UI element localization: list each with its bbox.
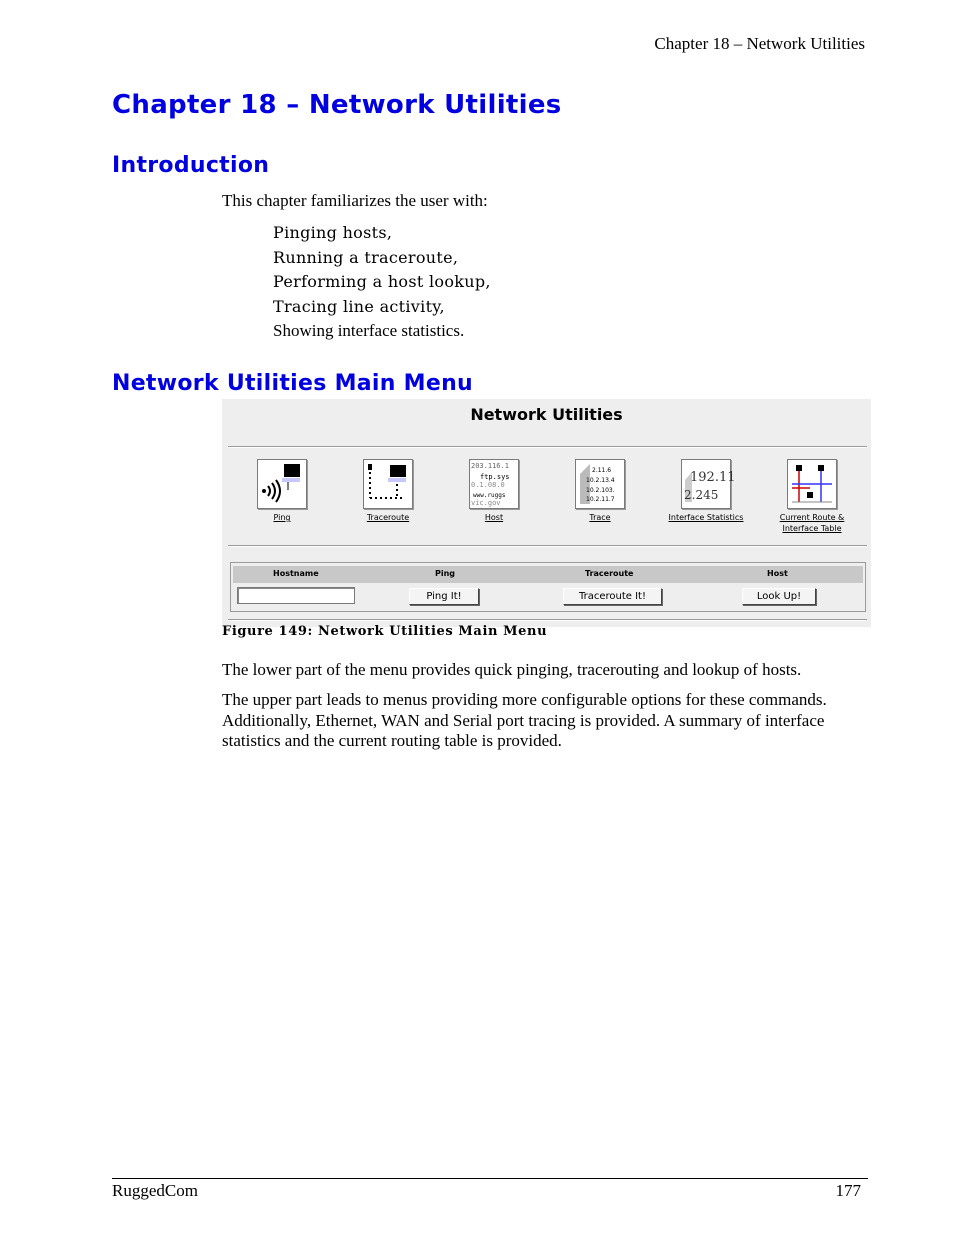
svg-text:2.11.6: 2.11.6 <box>592 467 612 474</box>
interface-statistics-tool-link[interactable] <box>656 459 756 523</box>
route-table-icon <box>787 459 837 509</box>
ping-icon <box>257 459 307 509</box>
svg-text:0.1.08.0: 0.1.08.0 <box>471 481 505 489</box>
footer-company: RuggedCom <box>112 1181 198 1200</box>
ping-link-label[interactable]: Ping <box>273 513 291 522</box>
trace-tool-link[interactable] <box>550 459 650 523</box>
screenshot-title: Network Utilities <box>470 405 623 424</box>
host-link-label[interactable]: Host <box>484 513 504 522</box>
footer-rule <box>112 1178 868 1179</box>
host-tool-link[interactable] <box>444 459 544 523</box>
traceroute-it-button[interactable]: Traceroute It! <box>563 588 662 605</box>
interface-statistics-link-label[interactable]: Interface Statistics <box>668 513 744 522</box>
hostname-input[interactable] <box>237 587 355 604</box>
divider <box>228 446 867 448</box>
form-header-row <box>233 566 863 583</box>
intro-list <box>273 221 491 344</box>
svg-text:ftp.sys: ftp.sys <box>480 473 510 481</box>
interface-statistics-icon <box>681 459 736 509</box>
look-up-button[interactable]: Look Up! <box>742 588 816 605</box>
section-heading-main-menu: Network Utilities Main Menu <box>112 371 474 396</box>
ping-it-button[interactable]: Ping It! <box>409 588 479 605</box>
body-paragraph: The upper part leads to menus providing more configurable options for these commands. Additionally, Ethernet, WAN and Serial port tracing is provided. A summary of interface statistics and the current routing table is provided. <box>222 690 827 750</box>
section-heading-introduction: Introduction <box>112 153 270 178</box>
network-utilities-screenshot <box>222 399 871 627</box>
body-paragraph: The lower part of the menu provides quick pinging, tracerouting and lookup of hosts. <box>222 660 802 679</box>
list-item: Performing a host lookup, <box>273 272 491 292</box>
ping-tool-link[interactable] <box>232 459 332 523</box>
running-header: Chapter 18 – Network Utilities <box>654 34 865 53</box>
divider <box>228 545 867 547</box>
list-item: Running a traceroute, <box>273 247 459 267</box>
svg-text:vic.gov: vic.gov <box>471 499 501 507</box>
traceroute-link-label[interactable]: Traceroute <box>366 513 410 522</box>
column-header-host: Host <box>767 569 788 578</box>
list-item: Tracing line activity, <box>273 296 445 316</box>
svg-text:203.116.1: 203.116.1 <box>471 462 509 470</box>
figure-caption: Figure 149: Network Utilities Main Menu <box>222 624 548 639</box>
svg-text:www.ruggs: www.ruggs <box>473 492 506 499</box>
route-table-link-label[interactable]: Current Route & Interface Table <box>779 513 845 533</box>
host-lookup-icon <box>469 459 519 509</box>
list-item: Showing interface statistics. <box>273 321 465 341</box>
svg-text:10.2.13.4: 10.2.13.4 <box>586 477 615 484</box>
chapter-title: Chapter 18 – Network Utilities <box>112 90 562 120</box>
traceroute-tool-link[interactable] <box>338 459 438 523</box>
svg-text:10.2.103.: 10.2.103. <box>586 487 615 494</box>
svg-text:2.245: 2.245 <box>684 488 719 502</box>
intro-lead: This chapter familiarizes the user with: <box>222 191 488 210</box>
column-header-traceroute: Traceroute <box>585 569 634 578</box>
column-header-ping: Ping <box>435 569 456 578</box>
list-item: Pinging hosts, <box>273 223 393 242</box>
route-table-tool-link[interactable] <box>762 459 862 534</box>
divider <box>228 619 867 621</box>
quick-actions-form <box>230 562 866 612</box>
trace-icon <box>575 459 625 509</box>
traceroute-icon <box>363 459 413 509</box>
trace-link-label[interactable]: Trace <box>589 513 611 522</box>
svg-text:192.11: 192.11 <box>690 470 736 485</box>
page-number: 177 <box>835 1181 861 1200</box>
column-header-hostname: Hostname <box>273 569 319 578</box>
svg-text:10.2.11.7: 10.2.11.7 <box>586 496 615 503</box>
